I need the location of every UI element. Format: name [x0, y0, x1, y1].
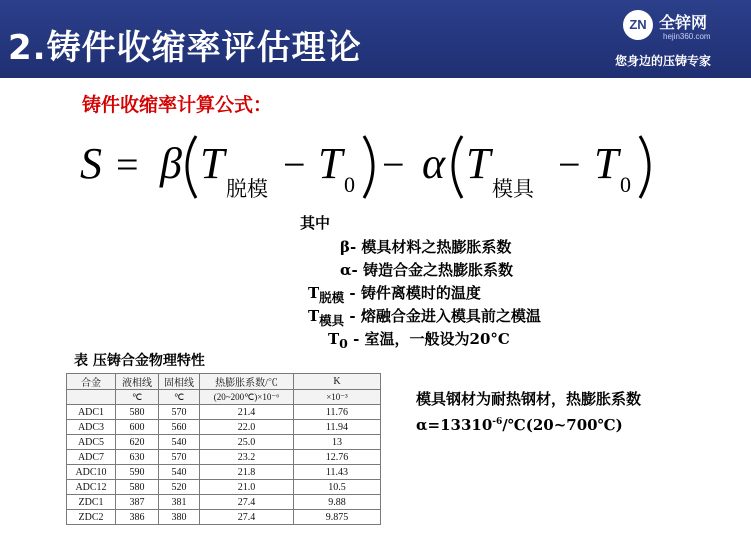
- slide-header: [0, 0, 751, 78]
- table-cell: 27.4: [200, 495, 294, 510]
- table-cell: 540: [159, 435, 200, 450]
- table-cell: 620: [116, 435, 159, 450]
- table-cell: 570: [159, 450, 200, 465]
- logo-url: hejin360.com: [663, 32, 711, 41]
- table-cell: 11.43: [294, 465, 381, 480]
- logo-slogan: 您身边的压铸专家: [615, 54, 712, 68]
- svg-text:T: T: [200, 139, 225, 188]
- table-cell: ADC10: [67, 465, 116, 480]
- slide-title: 2.铸件收缩率评估理论: [8, 28, 362, 68]
- table-cell: 387: [116, 495, 159, 510]
- table-cell: 570: [159, 405, 200, 420]
- table-cell: 12.76: [294, 450, 381, 465]
- table-cell: 560: [159, 420, 200, 435]
- table-row: [67, 450, 381, 465]
- table-cell: 25.0: [200, 435, 294, 450]
- table-unit-cell: ℃: [116, 390, 159, 405]
- shrinkage-formula: [78, 126, 678, 206]
- alloy-properties-table: [66, 373, 381, 525]
- zn-logo-icon: ZN: [623, 10, 653, 40]
- table-cell: 21.4: [200, 405, 294, 420]
- svg-text:0: 0: [344, 172, 355, 197]
- table-header-cell: 固相线: [159, 374, 200, 390]
- svg-text:模具: 模具: [492, 177, 534, 201]
- table-header-cell: 热膨胀系数/℃: [200, 374, 294, 390]
- table-cell: 9.88: [294, 495, 381, 510]
- table-cell: 386: [116, 510, 159, 525]
- formula-heading: 铸件收缩率计算公式：: [82, 94, 273, 116]
- table-row: [67, 465, 381, 480]
- svg-text:−: −: [382, 142, 405, 187]
- table-cell: ADC5: [67, 435, 116, 450]
- table-row: [67, 510, 381, 525]
- table-cell: 11.76: [294, 405, 381, 420]
- table-cell: 590: [116, 465, 159, 480]
- table-cell: ADC7: [67, 450, 116, 465]
- table-cell: 23.2: [200, 450, 294, 465]
- svg-text:β: β: [160, 139, 182, 188]
- table-cell: ADC1: [67, 405, 116, 420]
- table-cell: ADC3: [67, 420, 116, 435]
- table-cell: 10.5: [294, 480, 381, 495]
- svg-text:α: α: [422, 139, 446, 188]
- svg-text:−: −: [558, 142, 581, 187]
- legend-item: β- 模具材料之热膨胀系数: [340, 238, 512, 256]
- table-cell: 21.0: [200, 480, 294, 495]
- table-units-row: [67, 390, 381, 405]
- table-cell: 630: [116, 450, 159, 465]
- table-row: [67, 480, 381, 495]
- logo-name: 全锌网: [659, 13, 708, 32]
- table-cell: 9.875: [294, 510, 381, 525]
- legend-item: $T_{模具}$ - 熔融合金进入模具前之模温: [308, 307, 541, 328]
- table-cell: ZDC2: [67, 510, 116, 525]
- table-unit-cell: ×10⁻³: [294, 390, 381, 405]
- svg-text:0: 0: [620, 172, 631, 197]
- svg-text:T: T: [318, 139, 343, 188]
- formula-graphic: [78, 126, 678, 206]
- table-cell: 381: [159, 495, 200, 510]
- table-cell: 11.94: [294, 420, 381, 435]
- table-header-row: [67, 374, 381, 390]
- table-body: [67, 405, 381, 525]
- table-unit-cell: (20~200℃)×10⁻⁶: [200, 390, 294, 405]
- table-cell: 13: [294, 435, 381, 450]
- table-header-cell: 合金: [67, 374, 116, 390]
- table-cell: 600: [116, 420, 159, 435]
- legend-item: $T_{脱模}$ - 铸件离模时的温度: [308, 284, 481, 305]
- svg-text:T: T: [466, 139, 491, 188]
- table-row: [67, 420, 381, 435]
- table-cell: 580: [116, 405, 159, 420]
- table-header-cell: K: [294, 374, 381, 390]
- svg-text:S: S: [80, 139, 102, 188]
- table-row: [67, 405, 381, 420]
- table-unit-cell: ℃: [159, 390, 200, 405]
- table-header-cell: 液相线: [116, 374, 159, 390]
- svg-text:脱模: 脱模: [226, 177, 268, 201]
- table-cell: ZDC1: [67, 495, 116, 510]
- legend-title: 其中: [300, 214, 331, 232]
- table-cell: 540: [159, 465, 200, 480]
- site-logo: [615, 6, 741, 70]
- table-cell: 520: [159, 480, 200, 495]
- mold-steel-note: [416, 388, 641, 437]
- table-row: [67, 435, 381, 450]
- table-cell: 380: [159, 510, 200, 525]
- table-cell: 580: [116, 480, 159, 495]
- table-cell: 21.8: [200, 465, 294, 480]
- legend-item: α- 铸造合金之热膨胀系数: [340, 261, 513, 279]
- note-line-2: $\alpha=13310^{-6}/℃(20\sim 700℃)$: [416, 416, 623, 434]
- svg-text:=: =: [116, 142, 139, 187]
- table-row: [67, 495, 381, 510]
- table-cell: 22.0: [200, 420, 294, 435]
- note-line-1: 模具钢材为耐热钢材，热膨胀系数: [416, 390, 642, 408]
- svg-text:T: T: [594, 139, 619, 188]
- table-unit-cell: [67, 390, 116, 405]
- table-cell: 27.4: [200, 510, 294, 525]
- legend-item: $T_0$ - 室温，一般设为20°C: [328, 330, 510, 351]
- table-caption: 表 压铸合金物理特性: [74, 353, 205, 369]
- table-cell: ADC12: [67, 480, 116, 495]
- svg-text:−: −: [283, 142, 306, 187]
